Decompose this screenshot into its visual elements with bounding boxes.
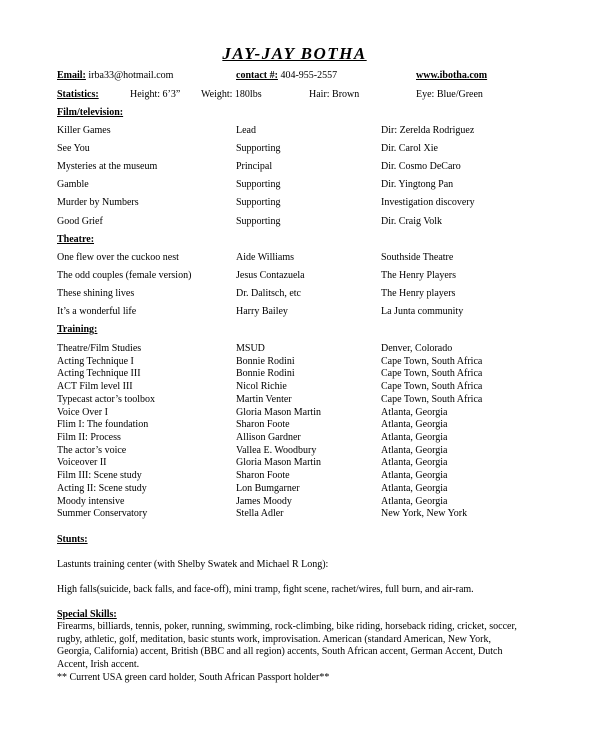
theatre-company: The Henry players [381,288,456,299]
training-row [0,394,589,408]
credit-role: Supporting [236,143,281,154]
training-row [0,419,589,433]
training-course: Theatre/Film Studies [57,343,142,354]
training-course: Acting II: Scene study [57,483,147,494]
training-location: Atlanta, Georgia [381,496,448,507]
training-course: Flim I: The foundation [57,419,149,430]
training-teacher: Stella Adler [236,508,284,519]
training-row [0,483,589,497]
theatre-role: Dr. Dalitsch, etc [236,288,301,299]
film-tv-heading: Film/television: [57,107,124,118]
training-row [0,381,589,395]
training-course: Moody intensive [57,496,125,507]
phone-line [236,70,337,81]
training-row [0,432,589,446]
email-label: Email: [57,70,86,81]
stat-eye: Eye: Blue/Green [416,89,483,100]
credit-role: Supporting [236,197,281,208]
credit-title: See You [57,143,90,154]
training-teacher: Sharon Foote [236,470,290,481]
training-row [0,508,589,522]
training-teacher: Allison Gardner [236,432,301,443]
training-teacher: Gloria Mason Martin [236,407,321,418]
credit-director: Dir. Carol Xie [381,143,438,154]
email-value[interactable]: irba33@hotmail.com [88,70,174,81]
theatre-company: La Junta community [381,306,464,317]
theatre-heading: Theatre: [57,234,95,245]
credit-director: Dir. Craig Volk [381,216,443,227]
training-location: Atlanta, Georgia [381,483,448,494]
credit-director: Dir. Cosmo DeCaro [381,161,461,172]
theatre-row [0,252,589,266]
theatre-title: These shining lives [57,288,135,299]
training-teacher: Lon Bumgarner [236,483,300,494]
skills-text: Firearms, billiards, tennis, poker, running, swimming, rock-climbing, bike riding, horseback riding, cricket, soccer, rugby, athletic, golf, meditation, basic stunts work, improvisation. American (standard American, New York, Georgia, California) accent, British (BBC and all region) accents, South African accent, German Accent, Dutch Accent, Irish accent. [57,621,517,670]
phone-value: 404-955-2557 [280,70,338,81]
training-course: The actor’s voice [57,445,127,456]
training-location: Denver, Colorado [381,343,453,354]
credit-title: Mysteries at the museum [57,161,158,172]
credit-title: Gamble [57,179,89,190]
theatre-company: The Henry Players [381,270,456,281]
training-location: Atlanta, Georgia [381,407,448,418]
theatre-title: The odd couples (female version) [57,270,192,281]
training-teacher: Bonnie Rodini [236,356,295,367]
credit-director: Dir: Zerelda Rodriguez [381,125,475,136]
stat-weight: Weight: 180lbs [201,89,262,100]
credit-title: Murder by Numbers [57,197,139,208]
stat-hair: Hair: Brown [309,89,360,100]
film-tv-row [0,179,589,193]
training-row [0,368,589,382]
film-tv-row [0,216,589,230]
training-teacher: Martin Venter [236,394,292,405]
training-location: Cape Town, South Africa [381,368,483,379]
skills-heading: Special Skills: [57,609,117,620]
stunts-skills: High falls(suicide, back falls, and face-off), mini tramp, fight scene, rachet/wires, full burn, and air-ram. [57,584,474,595]
training-course: Film III: Scene study [57,470,142,481]
statistics-label: Statistics: [57,89,99,100]
credit-role: Lead [236,125,256,136]
training-teacher: Sharon Foote [236,419,290,430]
credit-title: Killer Games [57,125,111,136]
credit-director: Investigation discovery [381,197,475,208]
credit-title: Good Grief [57,216,103,227]
theatre-role: Jesus Contazuela [236,270,305,281]
credit-role: Supporting [236,216,281,227]
theatre-role: Aide Williams [236,252,295,263]
training-course: Voiceover II [57,457,107,468]
credit-role: Supporting [236,179,281,190]
training-row [0,470,589,484]
training-teacher: Vallea E. Woodbury [236,445,317,456]
training-teacher: Nicol Richie [236,381,287,392]
training-location: Cape Town, South Africa [381,394,483,405]
training-heading: Training: [57,324,98,335]
training-course: Acting Technique III [57,368,141,379]
training-location: Atlanta, Georgia [381,470,448,481]
visa-note: ** Current USA green card holder, South African Passport holder** [57,672,330,683]
film-tv-row [0,125,589,139]
training-course: ACT Film level III [57,381,133,392]
training-location: Cape Town, South Africa [381,381,483,392]
training-teacher: MSUD [236,343,265,354]
training-course: Film II: Process [57,432,121,443]
theatre-row [0,306,589,320]
stunts-training: Lastunts training center (with Shelby Swatek and Michael R Long): [57,559,329,570]
training-row [0,343,589,357]
training-row [0,457,589,471]
stunts-heading: Stunts: [57,534,88,545]
training-location: Cape Town, South Africa [381,356,483,367]
theatre-row [0,270,589,284]
training-location: Atlanta, Georgia [381,432,448,443]
training-teacher: James Moody [236,496,292,507]
stat-height: Height: 6’3” [130,89,181,100]
training-teacher: Bonnie Rodini [236,368,295,379]
credit-director: Dir. Yingtong Pan [381,179,454,190]
training-course: Typecast actor’s toolbox [57,394,155,405]
film-tv-row [0,143,589,157]
training-location: New York, New York [381,508,468,519]
theatre-row [0,288,589,302]
contact-label: contact #: [236,70,278,81]
email-line [57,70,173,81]
credit-role: Principal [236,161,273,172]
training-location: Atlanta, Georgia [381,419,448,430]
theatre-title: It’s a wonderful life [57,306,137,317]
theatre-company: Southside Theatre [381,252,454,263]
website-link[interactable]: www.ibotha.com [416,70,488,81]
training-location: Atlanta, Georgia [381,445,448,456]
training-course: Summer Conservatory [57,508,148,519]
theatre-role: Harry Bailey [236,306,288,317]
training-course: Voice Over I [57,407,108,418]
training-course: Acting Technique I [57,356,134,367]
theatre-title: One flew over the cuckoo nest [57,252,179,263]
training-teacher: Gloria Mason Martin [236,457,321,468]
resume-name: JAY-JAY BOTHA [222,44,367,63]
film-tv-row [0,161,589,175]
film-tv-row [0,197,589,211]
training-location: Atlanta, Georgia [381,457,448,468]
